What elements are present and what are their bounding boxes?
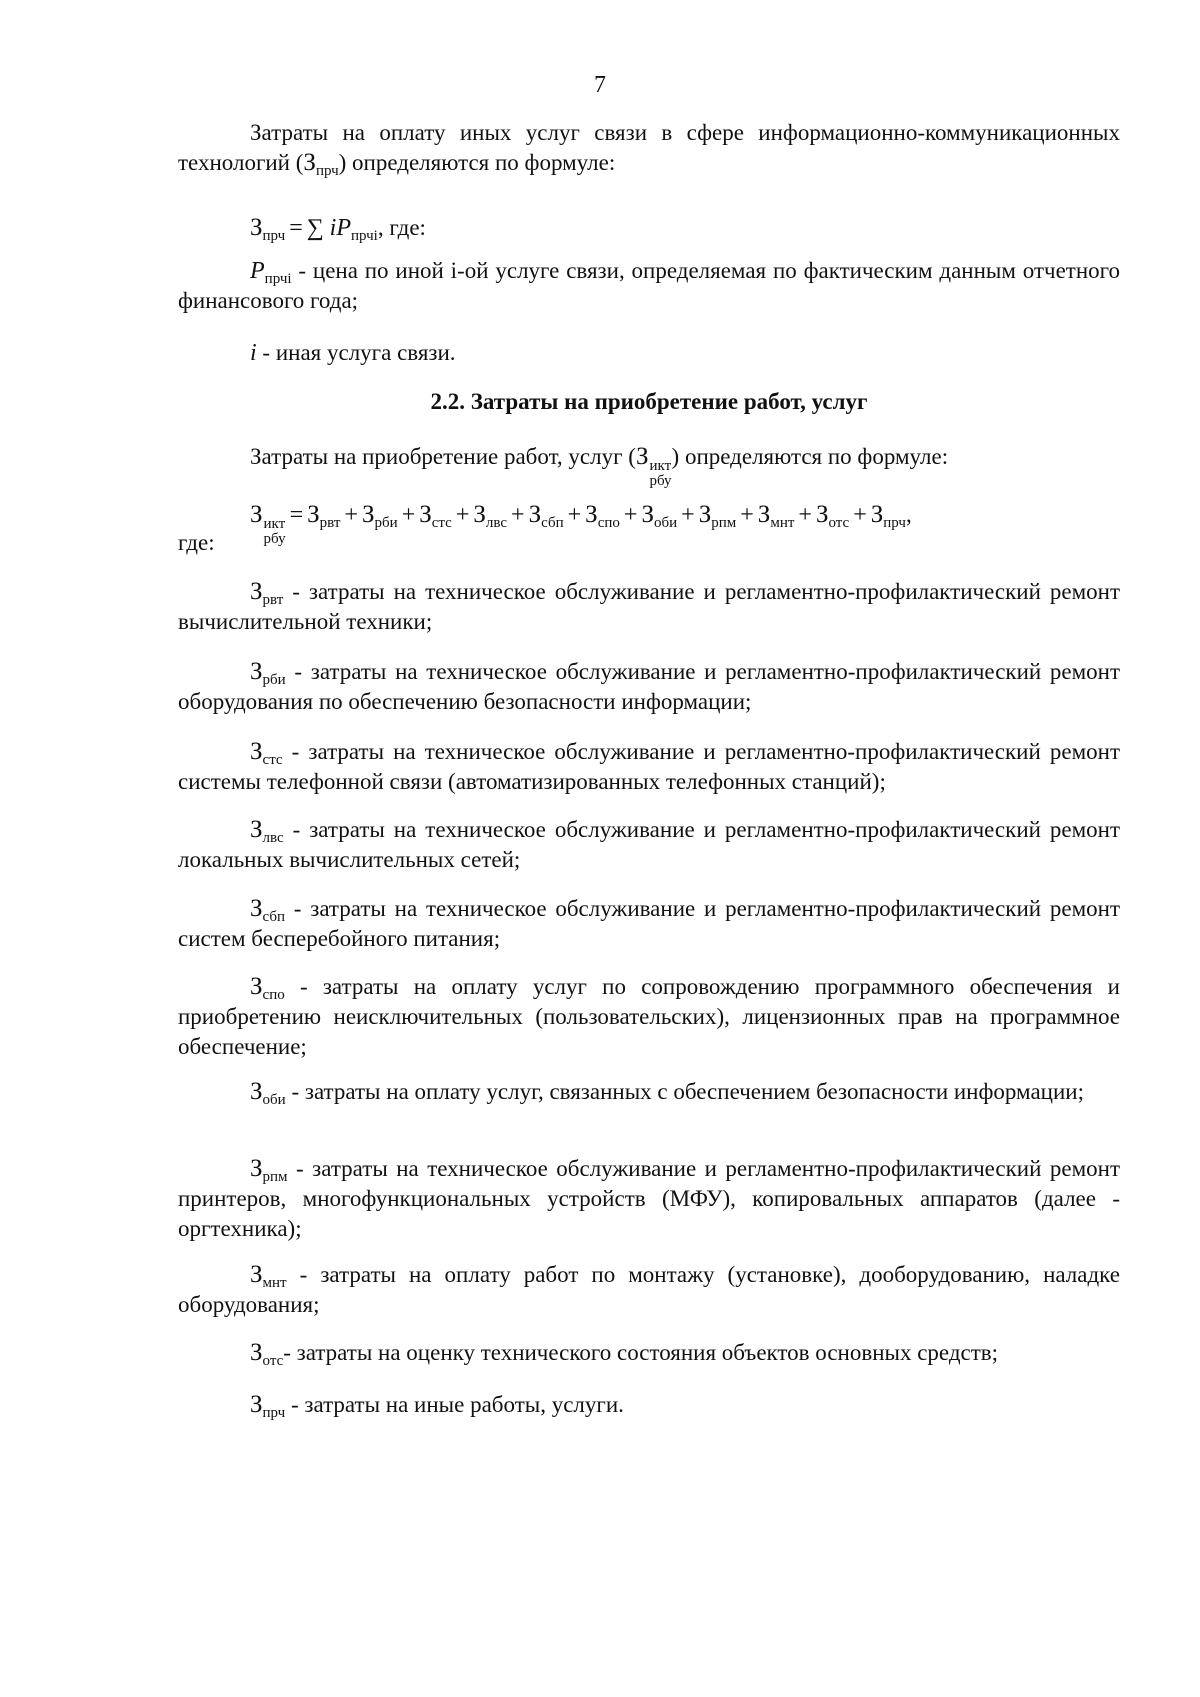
intro2-text-a: Затраты на приобретение работ, услуг ( — [250, 444, 636, 469]
formula-terms — [307, 501, 906, 531]
definition-text: - затраты на техническое обслуживание и регламентно-профилактический ремонт систем бесперебойного питания; — [178, 896, 1120, 951]
formula-lhs-subscript: рбу — [263, 531, 286, 547]
definition-symbol: P — [250, 258, 265, 284]
definition-text: - иная услуга связи. — [256, 340, 456, 365]
term-subscript: оби — [653, 515, 678, 531]
price-subscript: прчi — [350, 228, 378, 244]
definition-index — [178, 338, 1192, 368]
intro2-text-b: ) определяются по формуле: — [671, 444, 949, 469]
definition-price — [178, 256, 1120, 316]
term-subscript: лвс — [485, 515, 508, 531]
definition-item — [178, 577, 1120, 637]
formula-term — [698, 501, 737, 531]
definition-symbol: З — [250, 1339, 263, 1366]
definition-item — [178, 657, 1120, 717]
page-number: 7 — [594, 72, 606, 98]
section-heading: 2.2. Затраты на приобретение работ, услуг — [430, 389, 868, 414]
sup-sub-stack — [649, 459, 671, 489]
definition-text: - затраты на оплату услуг, связанных с обеспечением безопасности информации; — [285, 1079, 1084, 1104]
term-subscript: рпм — [711, 515, 737, 531]
term-subscript: спо — [597, 515, 620, 531]
cost-symbol: З — [635, 443, 649, 470]
definition-subscript: отс — [262, 1353, 284, 1369]
definition-subscript: рвт — [262, 592, 284, 608]
cost-superscript: икт — [649, 458, 672, 474]
definition-item — [178, 1260, 1120, 1320]
term-subscript: мнт — [770, 515, 795, 531]
formula-term — [870, 501, 906, 531]
definition-symbol: З — [250, 1391, 263, 1418]
intro-text-b: ) определяются по формуле: — [338, 150, 616, 175]
cost-symbol: З — [303, 149, 316, 176]
term-symbol: З — [419, 501, 432, 528]
sum-sign: ∑ — [306, 215, 324, 241]
definition-symbol: З — [250, 738, 263, 765]
formula-tail: , — [905, 502, 912, 527]
definition-text: - затраты на иные работы, услуги. — [285, 1392, 624, 1417]
plus-sign: + — [511, 502, 525, 528]
formula-other-communication — [178, 213, 1192, 243]
definition-text: - затраты на техническое обслуживание и регламентно-профилактический ремонт принтеров, многофункциональных устройств (МФУ), копировальных аппаратов (далее - оргтехника); — [178, 1156, 1120, 1241]
definition-text: - затраты на техническое обслуживание и регламентно-профилактический ремонт оборудования по обеспечению безопасности информации; — [178, 659, 1120, 714]
intro-paragraph — [178, 118, 1120, 178]
formula-term — [528, 501, 564, 531]
definition-item — [178, 1077, 1120, 1107]
definition-subscript: рпм — [262, 1169, 288, 1185]
intro2-paragraph — [178, 442, 1192, 489]
term-subscript: сбп — [541, 515, 564, 531]
definition-symbol: i — [250, 340, 257, 366]
equals-sign: = — [289, 215, 303, 241]
term-symbol: З — [870, 501, 884, 528]
definition-text: - затраты на техническое обслуживание и регламентно-профилактический ремонт вычислительной техники; — [178, 579, 1120, 634]
index-i: i — [329, 215, 337, 241]
term-subscript: стс — [431, 515, 452, 531]
definition-item — [178, 1390, 1120, 1420]
definition-item — [178, 737, 1120, 797]
definition-subscript: оби — [262, 1092, 286, 1108]
definition-subscript: стс — [262, 752, 283, 768]
intro-text-a: Затраты на оплату иных услуг связи в сфере информационно-коммуникационных технологий ( — [178, 120, 1120, 175]
definition-subscript: прч — [262, 1405, 286, 1421]
price-symbol: P — [336, 215, 351, 241]
definition-item — [178, 1338, 1120, 1368]
term-subscript: отс — [828, 515, 850, 531]
term-subscript: рвт — [319, 515, 341, 531]
term-symbol: З — [698, 501, 712, 528]
definition-text: - затраты на техническое обслуживание и регламентно-профилактический ремонт локальных вычислительных сетей; — [178, 817, 1120, 872]
plus-sign: + — [798, 502, 812, 528]
term-symbol: З — [361, 501, 375, 528]
definition-symbol: З — [250, 973, 263, 1000]
definition-subscript: мнт — [262, 1275, 287, 1291]
definition-symbol: З — [250, 1078, 263, 1105]
formula-tail: , где: — [377, 215, 426, 240]
definition-symbol: З — [250, 816, 263, 843]
formula-lhs: З — [250, 214, 263, 241]
plus-sign: + — [681, 502, 695, 528]
definition-symbol: З — [250, 578, 263, 605]
plus-sign: + — [344, 502, 358, 528]
term-symbol: З — [757, 501, 771, 528]
formula-term — [473, 501, 508, 531]
term-symbol: З — [585, 501, 598, 528]
definition-symbol: З — [250, 658, 263, 685]
definition-text: - затраты на оценку технического состояния объектов основных средств; — [283, 1340, 999, 1365]
plus-sign: + — [567, 502, 582, 528]
term-subscript: прч — [883, 515, 906, 531]
cost-subscript: прч — [315, 163, 339, 179]
definition-item — [178, 894, 1120, 954]
definition-subscript: спо — [262, 987, 285, 1003]
plus-sign: + — [853, 502, 867, 528]
formula-lhs: З — [250, 501, 263, 528]
definition-text: - затраты на оплату услуг по сопровождению программного обеспечения и приобретению неисключительных (пользовательских), лицензионных прав на программное обеспечение; — [178, 974, 1120, 1059]
definition-subscript: лвс — [262, 830, 284, 846]
definition-symbol: З — [250, 895, 263, 922]
formula-term — [641, 501, 678, 531]
cost-subscript: рбу — [649, 473, 672, 489]
definition-text: - цена по иной i-ой услуге связи, определяемая по фактическим данным отчетного финансового года; — [178, 258, 1120, 313]
plus-sign: + — [623, 502, 638, 528]
definition-subscript: сбп — [262, 909, 286, 925]
term-symbol: З — [528, 501, 542, 528]
formula-lhs-subscript: прч — [262, 228, 286, 244]
term-symbol: З — [815, 501, 829, 528]
definition-symbol: З — [250, 1261, 263, 1288]
formula-term — [585, 501, 620, 531]
plus-sign: + — [740, 502, 754, 528]
formula-term — [307, 501, 341, 531]
definition-text: - затраты на оплату работ по монтажу (установке), дооборудованию, наладке оборудования; — [178, 1262, 1120, 1317]
definition-item — [178, 815, 1120, 875]
formula-term — [361, 501, 398, 531]
formula-term — [757, 501, 795, 531]
definition-item — [178, 972, 1120, 1062]
definition-item — [178, 1154, 1120, 1244]
term-symbol: З — [641, 501, 654, 528]
definition-symbol: З — [250, 1155, 263, 1182]
formula-lhs-superscript: икт — [263, 516, 286, 532]
formula-term — [815, 501, 850, 531]
term-symbol: З — [307, 501, 320, 528]
definition-text: - затраты на техническое обслуживание и регламентно-профилактический ремонт системы телефонной связи (автоматизированных телефонных станций); — [178, 739, 1120, 794]
term-subscript: рби — [374, 515, 398, 531]
definition-subscript: прчi — [264, 271, 292, 287]
definition-subscript: рби — [262, 672, 286, 688]
equals-sign: = — [289, 502, 304, 528]
plus-sign: + — [401, 502, 416, 528]
plus-sign: + — [455, 502, 470, 528]
where-label: где: — [178, 530, 215, 555]
term-symbol: З — [473, 501, 486, 528]
formula-term — [419, 501, 452, 531]
